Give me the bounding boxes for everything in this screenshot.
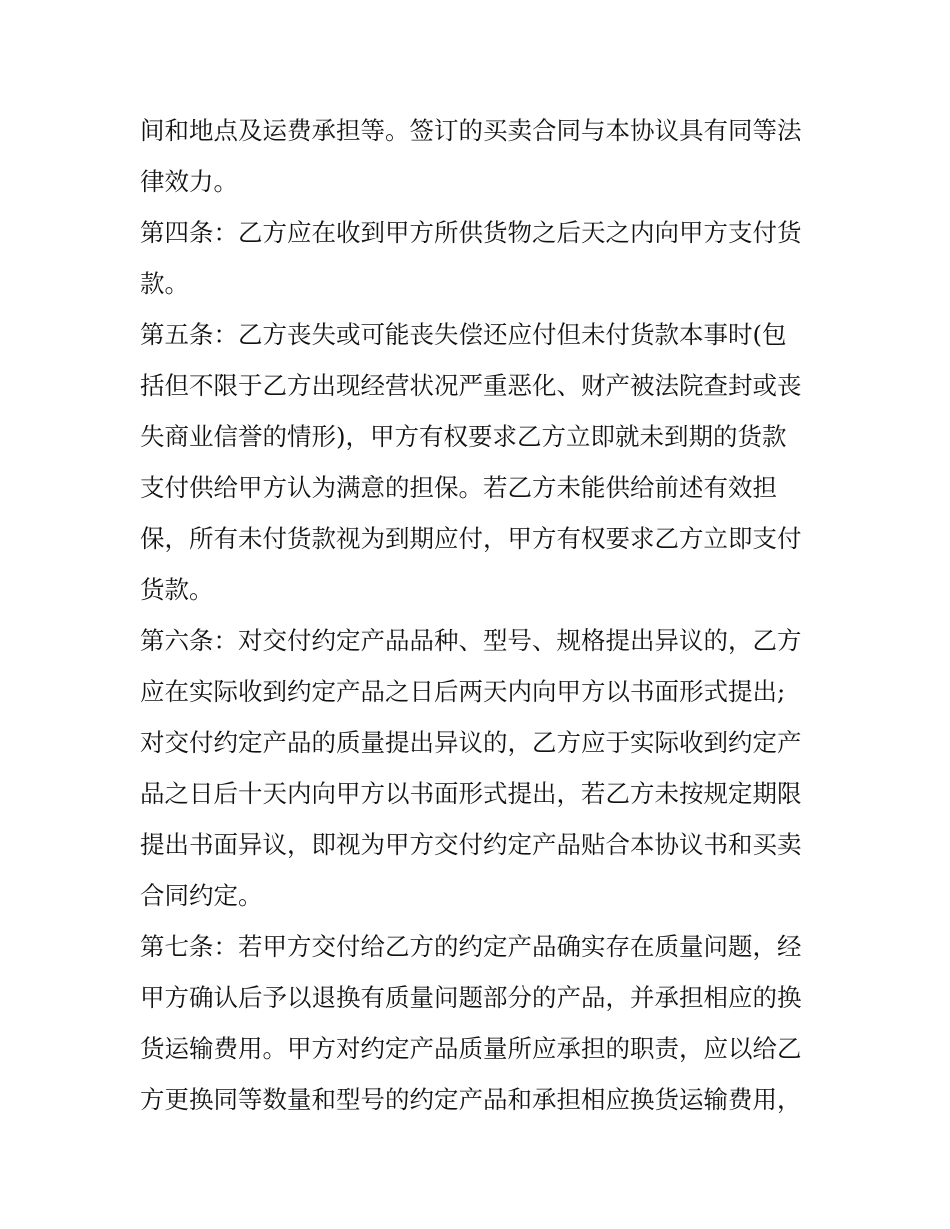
document-body (140, 105, 820, 1125)
text-line-10: 货款。 (140, 575, 214, 604)
text-line-15: 提出书面异议，即视为甲方交付约定产品贴合本协议书和买卖 (140, 830, 802, 859)
text-line-11: 第六条：对交付约定产品品种、型号、规格提出异议的，乙方 (140, 626, 802, 655)
text-line-6: 括但不限于乙方出现经营状况严重恶化、财产被法院查封或丧 (140, 371, 802, 400)
text-line-14: 品之日后十天内向甲方以书面形式提出，若乙方未按规定期限 (140, 779, 802, 808)
text-line-3: 第四条：乙方应在收到甲方所供货物之后天之内向甲方支付货 (140, 218, 802, 247)
text-line-12: 应在实际收到约定产品之日后两天内向甲方以书面形式提出; (140, 677, 786, 706)
text-line-18: 甲方确认后予以退换有质量问题部分的产品，并承担相应的换 (140, 983, 802, 1012)
text-line-16: 合同约定。 (140, 881, 263, 910)
text-line-13: 对交付约定产品的质量提出异议的，乙方应于实际收到约定产 (140, 728, 802, 757)
text-line-4: 款。 (140, 269, 189, 298)
text-line-8: 支付供给甲方认为满意的担保。若乙方未能供给前述有效担 (140, 473, 777, 502)
text-line-19: 货运输费用。甲方对约定产品质量所应承担的职责，应以给乙 (140, 1034, 802, 1063)
text-line-20: 方更换同等数量和型号的约定产品和承担相应换货运输费用， (140, 1085, 802, 1114)
text-line-9: 保，所有未付货款视为到期应付，甲方有权要求乙方立即支付 (140, 524, 802, 553)
text-line-2: 律效力。 (140, 167, 238, 196)
text-line-7: 失商业信誉的情形)，甲方有权要求乙方立即就未到期的货款 (140, 422, 787, 451)
text-line-17: 第七条：若甲方交付给乙方的约定产品确实存在质量问题，经 (140, 932, 802, 961)
text-line-1: 间和地点及运费承担等。签订的买卖合同与本协议具有同等法 (140, 116, 802, 145)
text-line-5: 第五条：乙方丧失或可能丧失偿还应付但未付货款本事时(包 (140, 320, 787, 349)
